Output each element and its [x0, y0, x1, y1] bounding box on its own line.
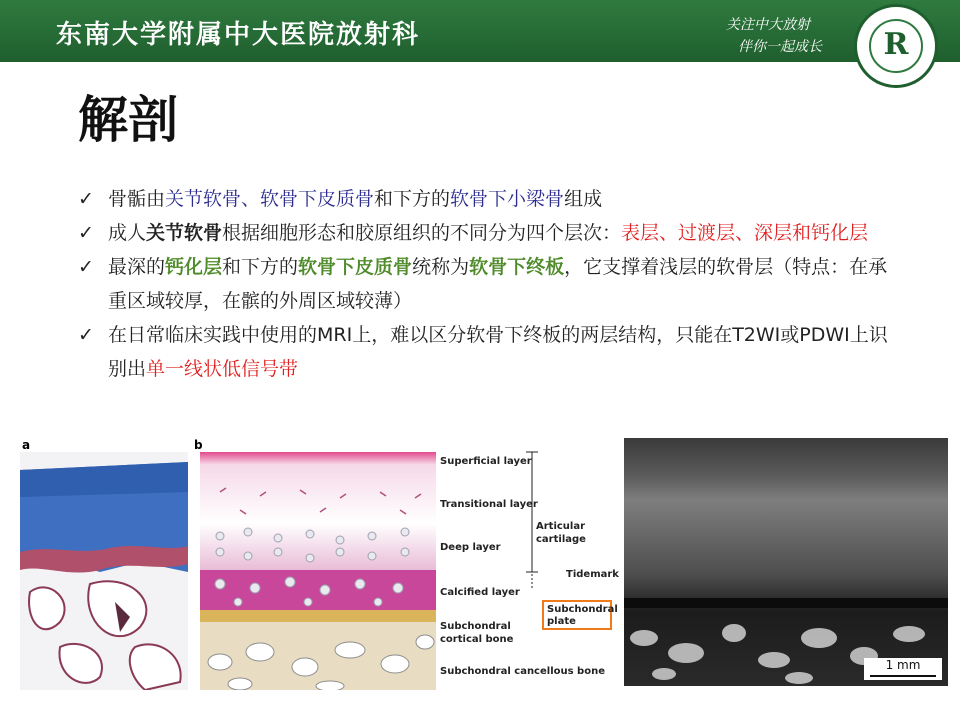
layer-label: Superficial layer — [440, 456, 532, 467]
bullet-item — [78, 216, 898, 250]
layer-label: Subchondral cancellous bone — [440, 666, 605, 677]
panel-a-label: a — [22, 438, 31, 452]
bullet-text-segment: 软骨下小梁骨 — [450, 188, 565, 210]
cartilage-schematic — [200, 452, 436, 690]
histology-image — [20, 452, 188, 690]
logo-ring — [869, 19, 923, 73]
bullet-text-segment: 表层、过渡层、深层和钙化层 — [621, 222, 869, 244]
bullet-text-segment: 关节软骨 — [146, 222, 223, 244]
bullet-item — [78, 318, 898, 386]
bullet-text-segment: 钙化层 — [165, 256, 223, 278]
mri-image — [624, 438, 948, 686]
bullet-text-segment: 统称为 — [412, 256, 470, 278]
layer-label: Subchondral cortical bone — [440, 621, 514, 645]
header-title: 东南大学附属中大医院放射科 — [56, 20, 421, 50]
bullet-text-segment: 单一线状低信号带 — [146, 358, 299, 380]
bullet-text-segment: ，它支撑着浅层的软骨层（特点：在承重区域较厚，在髌的外周区域较薄） — [108, 256, 888, 312]
bullet-item — [78, 250, 898, 318]
scale-bar-line — [870, 675, 936, 677]
slide-title: 解剖 — [78, 91, 178, 149]
bullet-text-segment: 成人 — [108, 222, 147, 244]
histology-svg — [20, 452, 188, 690]
scale-bar — [864, 658, 942, 680]
schematic-svg — [200, 452, 436, 690]
bullet-text-segment: 软骨下皮质骨 — [298, 256, 413, 278]
checkmark-icon: ✓ — [78, 188, 94, 210]
mri-svg — [624, 438, 948, 686]
logo-r-glyph: R — [883, 27, 909, 62]
checkmark-icon: ✓ — [78, 256, 94, 278]
bullet-text-segment: 根据细胞形态和胶原组织的不同分为四个层次： — [222, 222, 622, 244]
bullet-text-segment: 最深的 — [108, 256, 166, 278]
slogan-line-1: 关注中大放射 — [726, 17, 810, 33]
layer-label: Deep layer — [440, 542, 501, 553]
bullet-text-segment: 软骨下终板 — [469, 256, 565, 278]
header-bar — [0, 0, 960, 62]
slogan-line-2: 伴你一起成长 — [738, 39, 822, 55]
layer-label: Calcified layer — [440, 587, 520, 598]
tidemark-label: Tidemark — [566, 569, 619, 580]
checkmark-icon: ✓ — [78, 324, 94, 346]
bullet-text-segment: 和下方的 — [222, 256, 299, 278]
articular-cartilage-label: Articular cartilage — [536, 521, 586, 545]
checkmark-icon: ✓ — [78, 222, 94, 244]
scale-bar-label: 1 mm — [885, 658, 921, 672]
bullet-text-segment: 在日常临床实践中使用的MRI上，难以区分软骨下终板的两层结构，只能在T2WI或PDWI上识别出 — [108, 324, 888, 380]
bullet-item — [78, 182, 898, 216]
bullet-text-segment: 和下方的 — [374, 188, 451, 210]
bullet-list — [78, 182, 898, 386]
subchondral-plate-box: Subchondral plate — [542, 600, 612, 630]
panel-b-label: b — [194, 438, 203, 452]
layer-label: Transitional layer — [440, 499, 538, 510]
bullet-text-segment: 组成 — [564, 188, 603, 210]
bullet-text-segment: 关节软骨、软骨下皮质骨 — [165, 188, 375, 210]
hospital-logo-icon — [854, 4, 938, 88]
bullet-text-segment: 骨骺由 — [108, 188, 166, 210]
